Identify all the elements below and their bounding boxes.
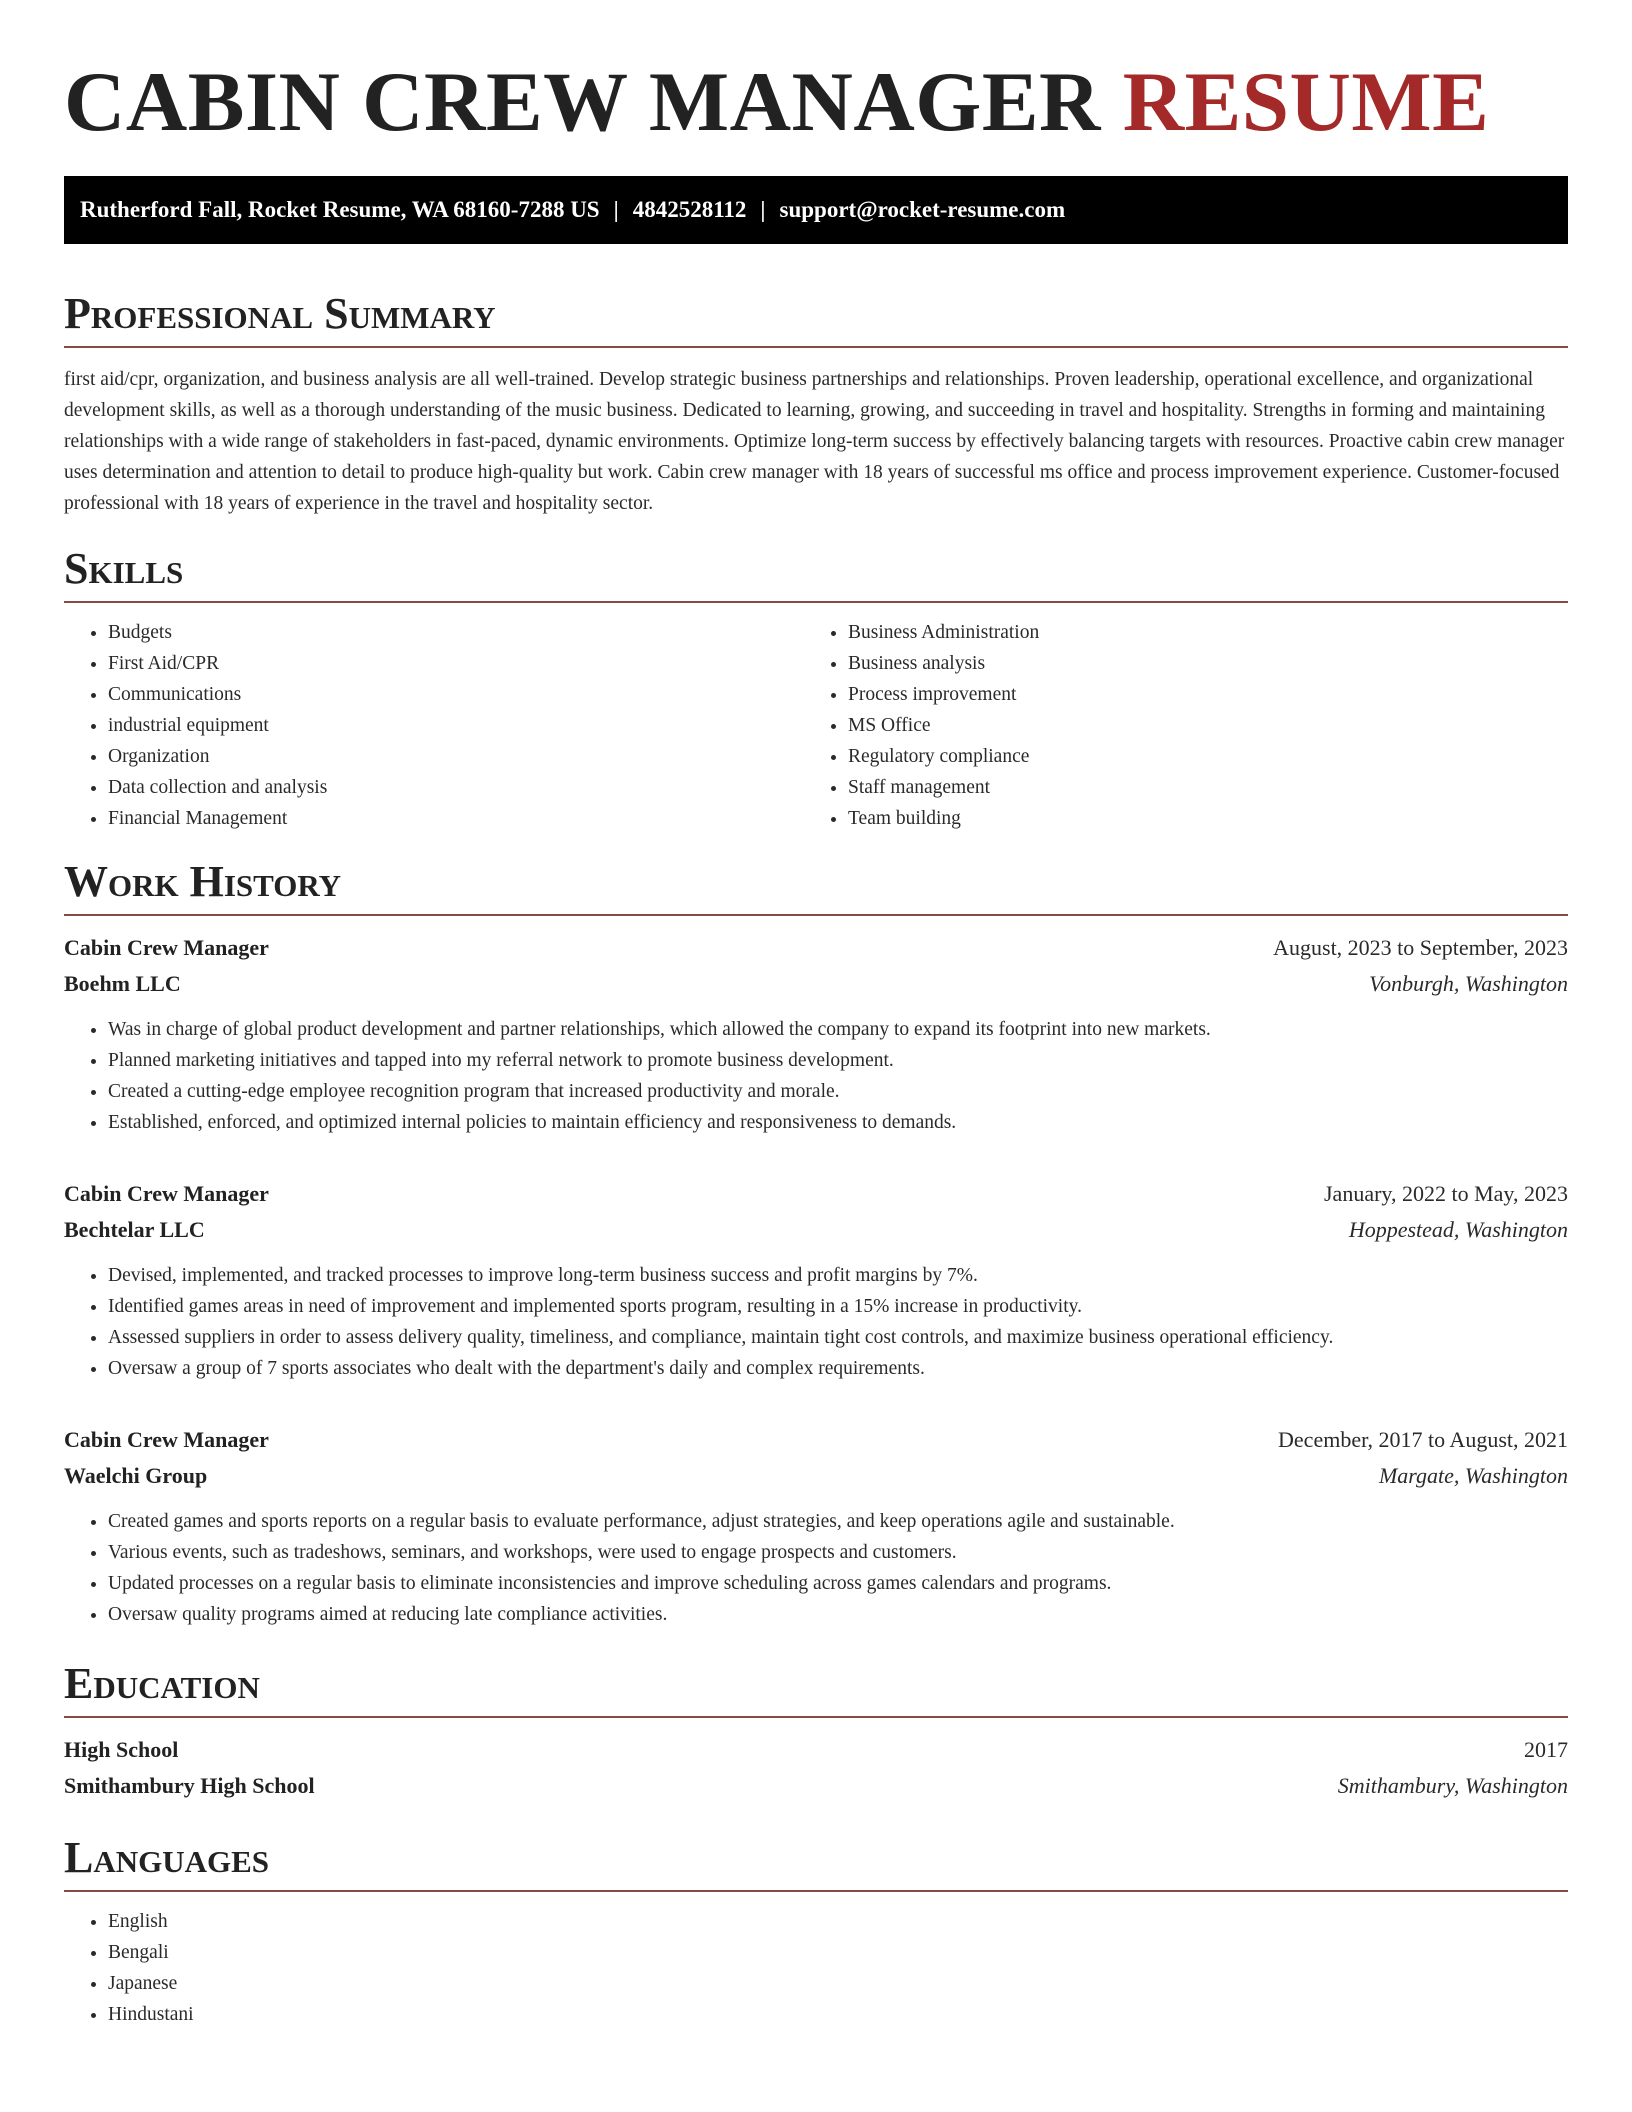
job-bullets [64, 1260, 1568, 1384]
language-item: • Hindustani [108, 1999, 1568, 2030]
job-bullet: • Planned marketing initiatives and tapped into my referral network to promote business development. [108, 1045, 1568, 1076]
job-company: Bechtelar LLC [64, 1217, 205, 1242]
job-dates: August, 2023 to September, 2023 [1273, 935, 1568, 960]
job-bullet: • Established, enforced, and optimized internal policies to maintain efficiency and responsiveness to demands. [108, 1107, 1568, 1138]
job-title-row [64, 930, 1568, 966]
education-heading: Education [64, 1658, 1568, 1718]
job-bullet: • Was in charge of global product development and partner relationships, which allowed the company to expand its footprint into new markets. [108, 1014, 1568, 1045]
skill-item: • Business analysis [848, 648, 1544, 679]
skill-item: • Regulatory compliance [848, 741, 1544, 772]
resume-title [64, 0, 1568, 148]
work-history-heading: Work History [64, 856, 1568, 916]
job-location: Margate, Washington [1378, 1463, 1568, 1488]
language-item: • Japanese [108, 1968, 1568, 1999]
contact-address: Rutherford Fall, Rocket Resume, WA 68160-7288 US [80, 197, 600, 222]
language-item: • Bengali [108, 1937, 1568, 1968]
skill-item: • Budgets [108, 617, 804, 648]
skill-item: • First Aid/CPR [108, 648, 804, 679]
skills-grid [64, 617, 1568, 834]
title-main: CABIN CREW MANAGER [64, 55, 1101, 149]
contact-separator: | [760, 197, 766, 222]
job-bullet: • Assessed suppliers in order to assess delivery quality, timeliness, and compliance, maintain tight cost controls, and maximize business operational efficiency. [108, 1322, 1568, 1353]
education-degree-row [64, 1732, 1568, 1768]
job-company: Boehm LLC [64, 971, 181, 996]
job-bullets [64, 1014, 1568, 1138]
job-title: Cabin Crew Manager [64, 1181, 269, 1206]
summary-text: first aid/cpr, organization, and business analysis are all well-trained. Develop strategic business partnerships and relationships. Proven leadership, operational excellence, and organizational development skills, as well as a thorough understanding of the music business. Dedicated to learning, growing, and succeeding in travel and hospitality. Strengths in forming and maintaining relationships with a wide range of stakeholders in fast-paced, dynamic environments. Optimize long-term success by effectively balancing targets with resources. Proactive cabin crew manager uses determination and attention to detail to produce high-quality but work. Cabin crew manager with 18 years of successful ms office and process improvement experience. Customer-focused professional with 18 years of experience in the travel and hospitality sector. [64, 369, 1565, 514]
contact-bar [64, 176, 1568, 244]
education-year: 2017 [1524, 1737, 1568, 1762]
resume-page [64, 0, 1568, 2030]
contact-email: support@rocket-resume.com [779, 197, 1066, 222]
job-company-row [64, 1458, 1568, 1494]
job-bullet: • Various events, such as tradeshows, seminars, and workshops, were used to engage prospects and customers. [108, 1537, 1568, 1568]
job-bullet: • Created a cutting-edge employee recognition program that increased productivity and morale. [108, 1076, 1568, 1107]
skill-item: • Data collection and analysis [108, 772, 804, 803]
skill-item: • Financial Management [108, 803, 804, 834]
job-location: Hoppestead, Washington [1348, 1217, 1568, 1242]
skill-item: • Process improvement [848, 679, 1544, 710]
skill-item: • MS Office [848, 710, 1544, 741]
job-title: Cabin Crew Manager [64, 1427, 269, 1452]
job-entry [64, 1422, 1568, 1630]
skills-section [64, 543, 1568, 834]
job-title: Cabin Crew Manager [64, 935, 269, 960]
skill-item: • Business Administration [848, 617, 1544, 648]
education-location: Smithambury, Washington [1337, 1773, 1568, 1798]
summary-heading: Professional Summary [64, 288, 1568, 348]
job-title-row [64, 1422, 1568, 1458]
job-dates: January, 2022 to May, 2023 [1324, 1181, 1568, 1206]
skill-item: • Communications [108, 679, 804, 710]
skills-list-right [804, 617, 1544, 834]
title-accent: RESUME [1122, 55, 1490, 149]
contact-separator: | [613, 197, 619, 222]
job-entry [64, 930, 1568, 1138]
languages-list [64, 1906, 1568, 2030]
summary-section [64, 288, 1568, 519]
languages-heading: Languages [64, 1832, 1568, 1892]
job-company: Waelchi Group [64, 1463, 208, 1488]
contact-phone: 4842528112 [632, 197, 747, 222]
job-title-row [64, 1176, 1568, 1212]
job-dates: December, 2017 to August, 2021 [1278, 1427, 1568, 1452]
job-bullet: • Oversaw quality programs aimed at reducing late compliance activities. [108, 1599, 1568, 1630]
skill-item: • Organization [108, 741, 804, 772]
education-entry [64, 1732, 1568, 1804]
skills-heading: Skills [64, 543, 1568, 603]
job-location: Vonburgh, Washington [1369, 971, 1568, 996]
skill-item: • industrial equipment [108, 710, 804, 741]
work-history-section [64, 856, 1568, 1630]
job-company-row [64, 1212, 1568, 1248]
job-bullet: • Identified games areas in need of improvement and implemented sports program, resulting in a 15% increase in productivity. [108, 1291, 1568, 1322]
education-school-row [64, 1768, 1568, 1804]
job-bullet: • Oversaw a group of 7 sports associates who dealt with the department's daily and complex requirements. [108, 1353, 1568, 1384]
job-bullet: • Updated processes on a regular basis to eliminate inconsistencies and improve scheduling across games calendars and programs. [108, 1568, 1568, 1599]
job-entry [64, 1176, 1568, 1384]
job-bullet: • Devised, implemented, and tracked processes to improve long-term business success and profit margins by 7%. [108, 1260, 1568, 1291]
education-degree: High School [64, 1737, 179, 1762]
skill-item: • Staff management [848, 772, 1544, 803]
education-section [64, 1658, 1568, 1804]
skills-list-left [64, 617, 804, 834]
skill-item: • Team building [848, 803, 1544, 834]
job-company-row [64, 966, 1568, 1002]
skills-column-right [804, 617, 1544, 834]
languages-section [64, 1832, 1568, 2030]
language-item: • English [108, 1906, 1568, 1937]
job-bullets [64, 1506, 1568, 1630]
education-school: Smithambury High School [64, 1773, 315, 1798]
skills-column-left [64, 617, 804, 834]
job-bullet: • Created games and sports reports on a regular basis to evaluate performance, adjust strategies, and keep operations agile and sustainable. [108, 1506, 1568, 1537]
